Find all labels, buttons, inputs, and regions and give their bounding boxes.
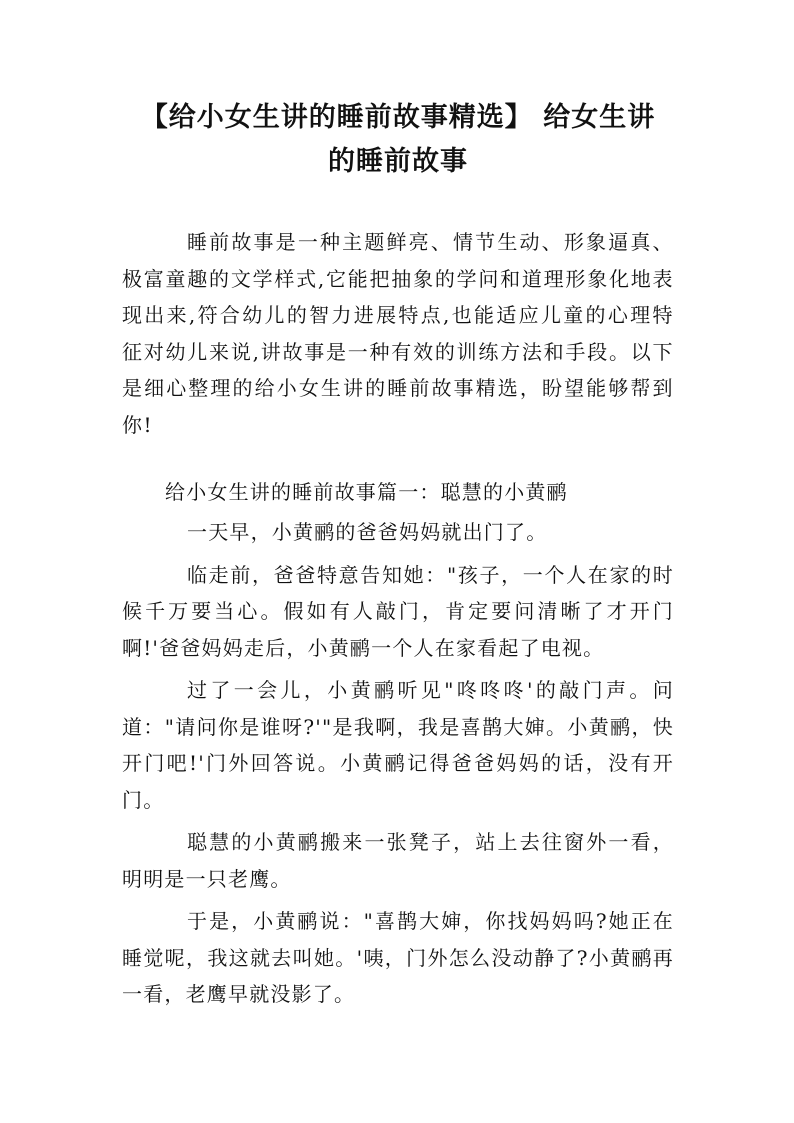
- title-line-2: 的睡前故事: [328, 146, 468, 177]
- intro-section: [122, 224, 674, 443]
- story-paragraph: 过了一会儿，小黄鹂听见"咚咚咚'的敲门声。问道："请问你是谁呀?'"是我啊，我是喜鹊大婶。小黄鹂，快开门吧!'门外回答说。小黄鹂记得爸爸妈妈的话，没有开门。: [122, 678, 674, 812]
- intro-paragraph: 睡前故事是一种主题鲜亮、情节生动、形象逼真、极富童趣的文学样式,它能把抽象的学问和道理形象化地表现出来,符合幼儿的智力进展特点,也能适应儿童的心理特征对幼儿来说,讲故事是一种有效的训练方法和手段。以下是细心整理的给小女生讲的睡前故事精选，盼望能够帮到你!: [122, 230, 674, 437]
- story-paragraph: 一天早，小黄鹂的爸爸妈妈就出门了。: [187, 520, 548, 544]
- title-line-1: 【给小女生讲的睡前故事精选】 给女生讲: [140, 102, 656, 133]
- story-paragraph: 聪慧的小黄鹂搬来一张凳子，站上去往窗外一看，明明是一只老鹰。: [122, 830, 674, 891]
- story-heading: 给小女生讲的睡前故事篇一：聪慧的小黄鹂: [165, 480, 568, 504]
- story-paragraph: 于是，小黄鹂说："喜鹊大婶，你找妈妈吗?她正在睡觉呢，我这就去叫她。'咦，门外怎么没动静了?小黄鹂再一看，老鹰早就没影了。: [122, 909, 674, 1006]
- story-section: [122, 474, 674, 1013]
- story-paragraph: 临走前，爸爸特意告知她："孩子，一个人在家的时候千万要当心。假如有人敲门，肯定要问清晰了才开门啊!'爸爸妈妈走后，小黄鹂一个人在家看起了电视。: [122, 562, 674, 660]
- document-title: [118, 96, 678, 184]
